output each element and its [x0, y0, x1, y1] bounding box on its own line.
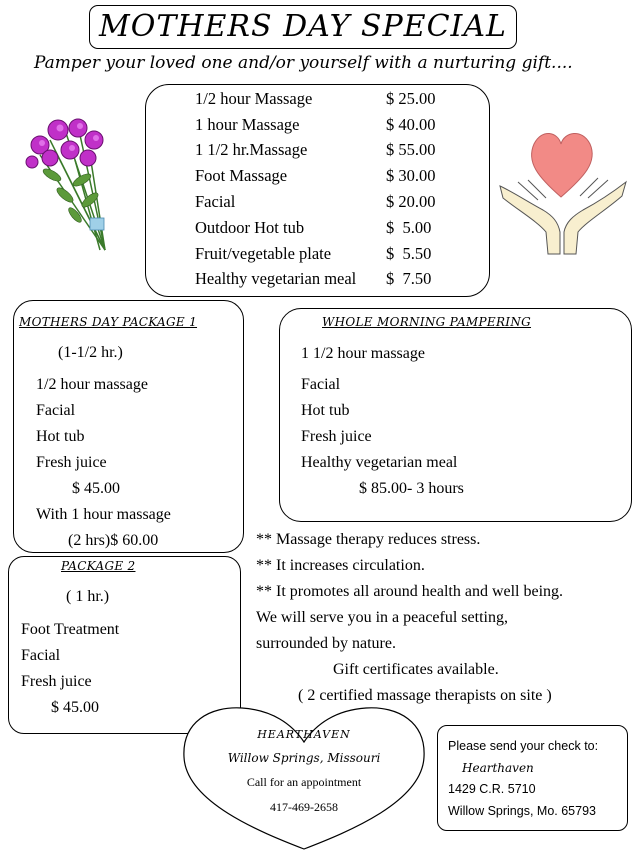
- business-location: Willow Springs, Missouri: [227, 751, 381, 765]
- whole-morning-heading: WHOLE MORNING PAMPERING: [322, 315, 532, 329]
- package2-item: Fresh juice: [21, 673, 92, 690]
- price-row: [195, 241, 456, 267]
- benefit-line: surrounded by nature.: [256, 635, 396, 652]
- price-row: [195, 189, 456, 215]
- benefit-line: ** It increases circulation.: [256, 557, 425, 574]
- price-item: Foot Massage: [195, 166, 288, 186]
- price-value: $ 20.00: [386, 192, 436, 212]
- package1-item: Hot tub: [36, 428, 85, 445]
- price-value: $ 7.50: [386, 269, 432, 289]
- price-value: $ 55.00: [386, 140, 436, 160]
- package2-duration: ( 1 hr.): [66, 588, 110, 605]
- package1-item: Fresh juice: [36, 454, 107, 471]
- benefit-line: We will serve you in a peaceful setting,: [256, 609, 508, 626]
- page-title: MOTHERS DAY SPECIAL: [99, 9, 507, 44]
- price-row: [195, 163, 456, 189]
- price-row: [195, 86, 456, 112]
- mail-address-box: [437, 725, 628, 831]
- package2-heading: PACKAGE 2: [61, 559, 136, 573]
- tagline: Pamper your loved one and/or yourself with a nurturing gift....: [34, 53, 573, 73]
- flower-bouquet-illustration: [20, 100, 120, 262]
- package1-item: Facial: [36, 402, 76, 419]
- price-item: Facial: [195, 192, 236, 212]
- gift-certificates-note: Gift certificates available.: [333, 661, 499, 678]
- price-value: $ 40.00: [386, 114, 436, 134]
- package2-price: $ 45.00: [51, 699, 99, 716]
- price-row: [195, 215, 456, 241]
- whole-morning-item: Facial: [301, 376, 341, 393]
- benefit-line: ** It promotes all around health and well being.: [256, 583, 564, 600]
- price-value: $ 30.00: [386, 166, 436, 186]
- whole-morning-item: Fresh juice: [301, 428, 372, 445]
- price-item: 1 hour Massage: [195, 114, 300, 134]
- heart-in-hands-illustration: [498, 122, 632, 258]
- price-list-box: [145, 84, 490, 297]
- package1-box: [13, 300, 244, 553]
- price-value: $ 5.50: [386, 243, 432, 263]
- package1-price: $ 45.00: [72, 480, 120, 497]
- price-row: [195, 138, 456, 164]
- whole-morning-first: 1 1/2 hour massage: [301, 345, 425, 362]
- phone-number: 417-469-2658: [270, 800, 338, 814]
- price-row: [195, 112, 456, 138]
- package1-upgrade-price: (2 hrs)$ 60.00: [68, 532, 159, 549]
- price-item: 1/2 hour Massage: [195, 88, 313, 108]
- package1-item: 1/2 hour massage: [36, 376, 148, 393]
- price-item: Fruit/vegetable plate: [195, 243, 332, 263]
- call-text: Call for an appointment: [246, 775, 362, 789]
- price-value: $ 5.00: [386, 217, 432, 237]
- whole-morning-price: $ 85.00- 3 hours: [359, 480, 464, 497]
- mail-city: Willow Springs, Mo. 65793: [448, 804, 596, 818]
- price-item: Healthy vegetarian meal: [195, 269, 357, 289]
- mail-name: Hearthaven: [462, 761, 534, 775]
- business-name: HEARTHAVEN: [257, 728, 351, 741]
- therapists-note: ( 2 certified massage therapists on site ): [298, 687, 552, 704]
- title-box: [89, 5, 517, 49]
- mail-street: 1429 C.R. 5710: [448, 782, 536, 796]
- price-value: $ 25.00: [386, 88, 436, 108]
- mail-instruction: Please send your check to:: [448, 739, 599, 753]
- package1-heading: MOTHERS DAY PACKAGE 1: [19, 315, 198, 329]
- benefit-line: ** Massage therapy reduces stress.: [256, 531, 481, 548]
- price-list: [195, 86, 456, 292]
- price-item: 1 1/2 hr.Massage: [195, 140, 308, 160]
- package2-item: Facial: [21, 647, 61, 664]
- package2-item: Foot Treatment: [21, 621, 120, 638]
- whole-morning-item: Hot tub: [301, 402, 350, 419]
- package1-upgrade: With 1 hour massage: [36, 506, 171, 523]
- price-item: Outdoor Hot tub: [195, 217, 305, 237]
- package1-duration: (1-1/2 hr.): [58, 344, 123, 361]
- whole-morning-box: [279, 308, 632, 522]
- whole-morning-item: Healthy vegetarian meal: [301, 454, 458, 471]
- heart-card-text: [180, 702, 428, 815]
- price-row: [195, 267, 456, 293]
